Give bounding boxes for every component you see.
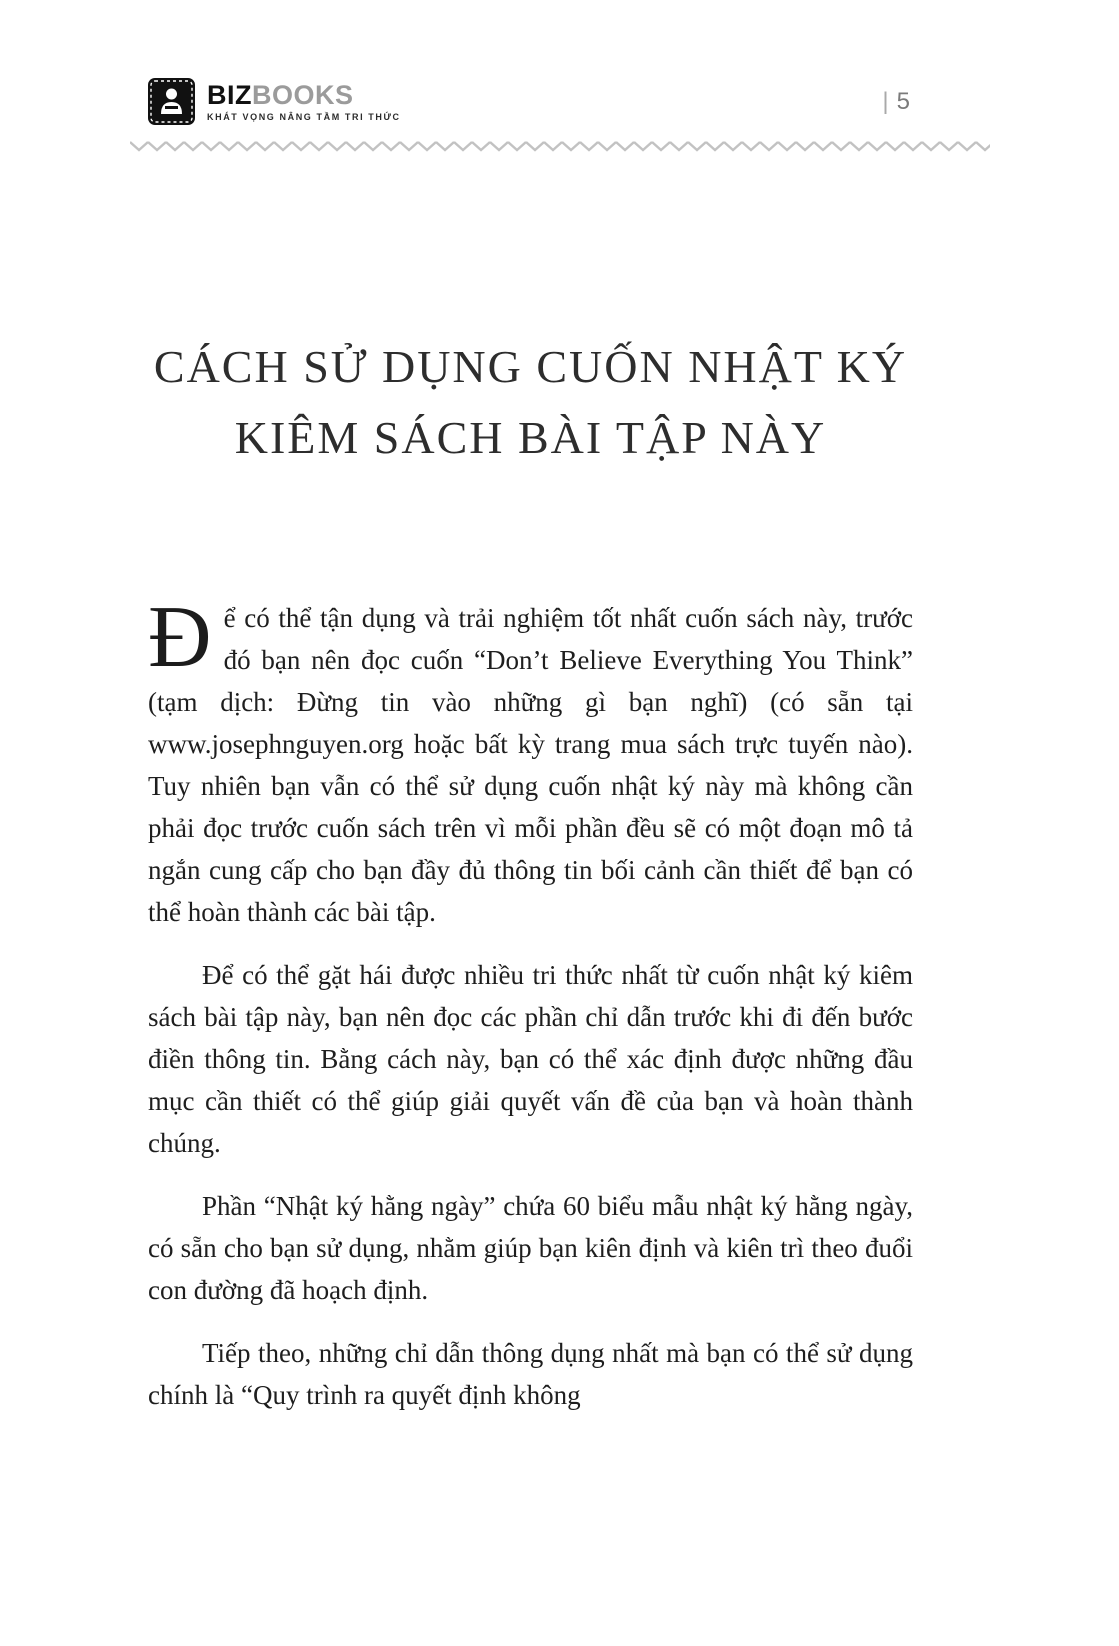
page-header (148, 78, 910, 125)
paragraph-1-text: ể có thể tận dụng và trải nghiệm tốt nhất cuốn sách này, trước đó bạn nên đọc cuốn “Don’t Believe Everything You Think” (tạm dịch: Đừng tin vào những gì bạn nghĩ) (có sẵn tại www.josephnguyen.org hoặc bất kỳ trang mua sách trực tuyến nào). Tuy nhiên bạn vẫn có thể sử dụng cuốn nhật ký này mà không cần phải đọc trước cuốn sách trên vì mỗi phần đều sẽ có một đoạn mô tả ngắn cung cấp cho bạn đầy đủ thông tin bối cảnh cần thiết để bạn có thể hoàn thành các bài tập. (148, 603, 913, 927)
chapter-title-line1: CÁCH SỬ DỤNG CUỐN NHẬT KÝ (153, 341, 908, 392)
zigzag-divider (130, 139, 990, 153)
paragraph-2: Để có thể gặt hái được nhiều tri thức nhất từ cuốn nhật ký kiêm sách bài tập này, bạn nên đọc các phần chỉ dẫn trước khi đi đến bước điền thông tin. Bằng cách này, bạn có thể xác định được những đầu mục cần thiết có thể giúp giải quyết vấn đề của bạn và hoàn thành chúng. (148, 960, 913, 1158)
paragraph-3: Phần “Nhật ký hằng ngày” chứa 60 biểu mẫu nhật ký hằng ngày, có sẵn cho bạn sử dụng, nhằm giúp bạn kiên định và kiên trì theo đuổi con đường đã hoạch định. (148, 1191, 913, 1305)
brand-books-label: BOOKS (252, 79, 354, 110)
publisher-brand (148, 78, 401, 125)
chapter-title (148, 331, 913, 473)
drop-cap: Đ (148, 589, 212, 686)
chapter-title-line2: KIÊM SÁCH BÀI TẬP NÀY (234, 412, 827, 463)
brand-text-block (207, 81, 401, 122)
page-number-divider: | (882, 87, 889, 115)
page-number (882, 88, 910, 116)
brand-name (207, 81, 401, 109)
paragraph-1 (148, 589, 913, 933)
page-body (148, 153, 913, 1416)
bizbooks-stamp-logo-icon (148, 78, 195, 125)
brand-tagline: KHÁT VỌNG NÂNG TẦM TRI THỨC (207, 112, 401, 123)
brand-biz-label: BIZ (207, 79, 252, 110)
paragraph-4: Tiếp theo, những chỉ dẫn thông dụng nhất mà bạn có thể sử dụng chính là “Quy trình ra quyết định không (148, 1338, 913, 1410)
page-number-value: 5 (896, 87, 910, 115)
